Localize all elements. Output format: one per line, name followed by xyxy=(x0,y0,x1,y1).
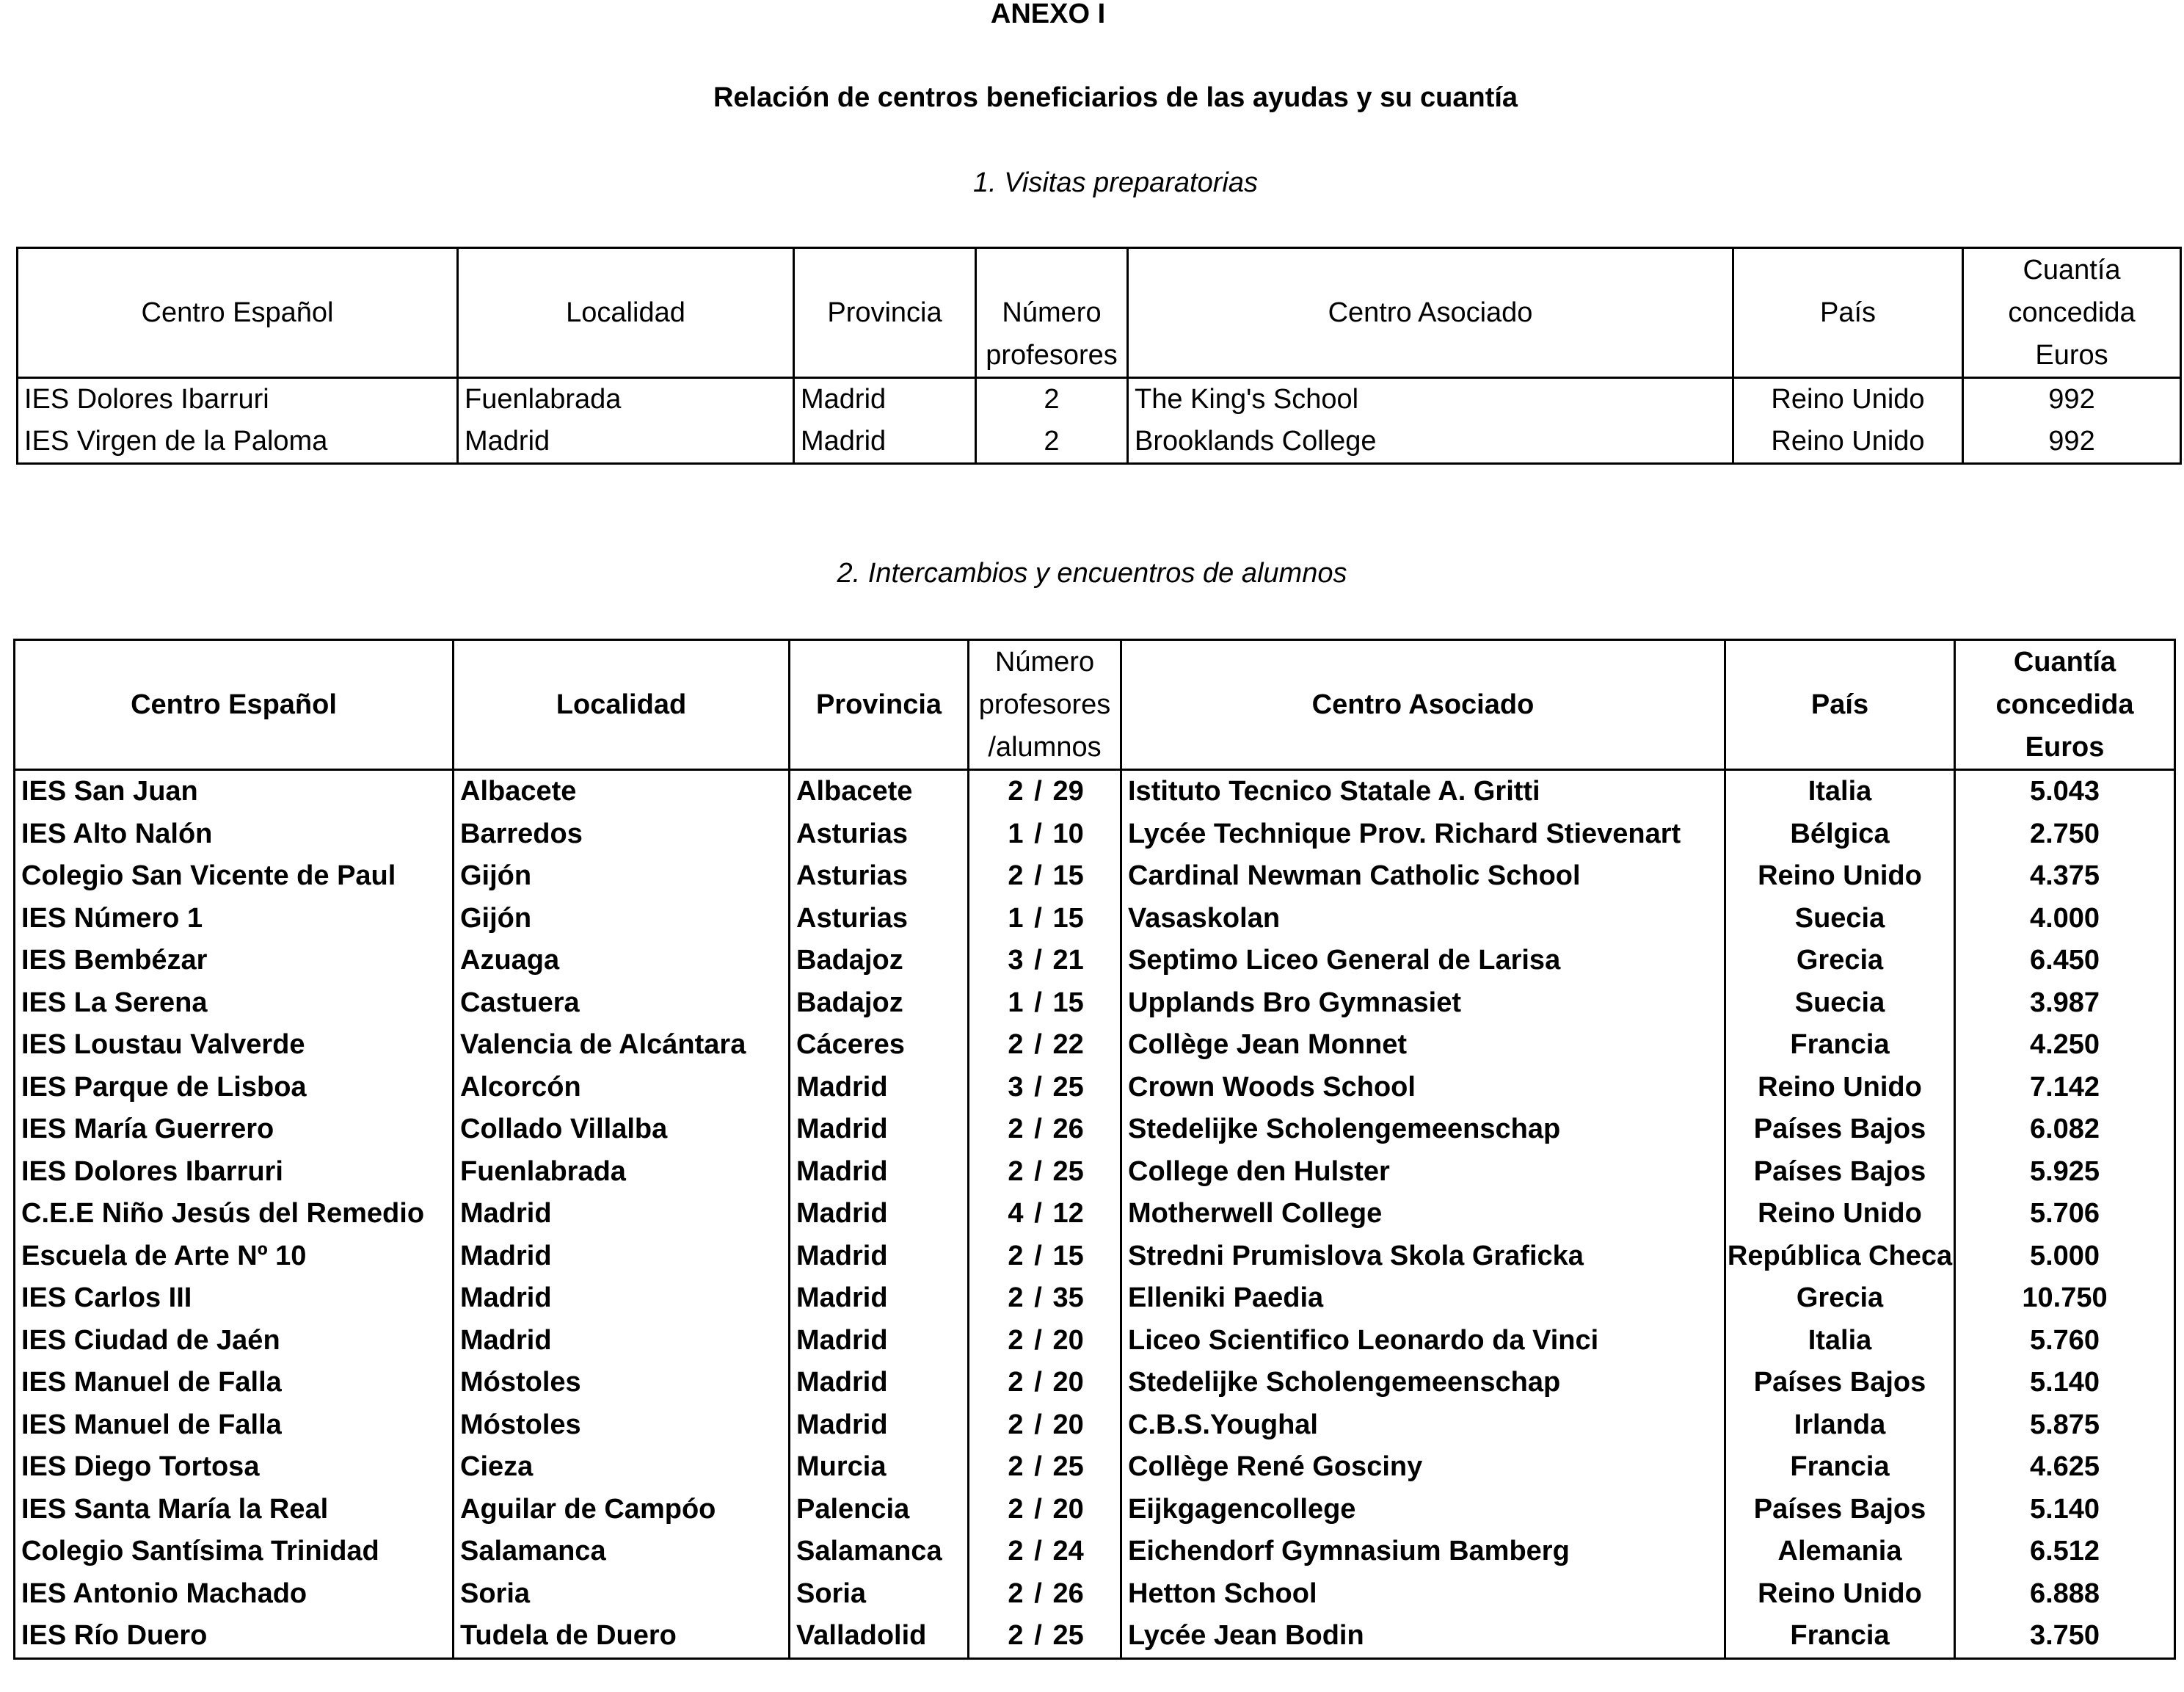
cell-alumnos: 15 xyxy=(1052,860,1084,892)
cell-alumnos: 20 xyxy=(1052,1409,1084,1440)
cell-profesores-alumnos xyxy=(969,982,1121,1025)
cell-asociado: Lycée Jean Bodin xyxy=(1121,1615,1725,1658)
header-asociado: Centro Asociado xyxy=(1121,640,1725,770)
cell-profesores: 3 xyxy=(1008,1071,1024,1103)
cell-provincia: Murcia xyxy=(790,1446,969,1489)
cell-cuantia: 5.140 xyxy=(1955,1489,2175,1531)
cell-pais: Reino Unido xyxy=(1733,378,1963,421)
cell-profesores: 1 xyxy=(1008,818,1024,849)
table-row xyxy=(15,1489,2175,1531)
cell-localidad: Collado Villalba xyxy=(454,1108,790,1151)
cell-provincia: Badajoz xyxy=(790,982,969,1025)
cell-centro: Colegio Santísima Trinidad xyxy=(15,1531,454,1573)
cell-pais: Suecia xyxy=(1725,898,1955,940)
cell-profesores-alumnos xyxy=(969,940,1121,982)
cell-asociado: Stredni Prumislova Skola Graficka xyxy=(1121,1235,1725,1278)
cell-localidad: Fuenlabrada xyxy=(458,378,794,421)
cell-profesores-alumnos xyxy=(969,1573,1121,1616)
cell-cuantia: 6.082 xyxy=(1955,1108,2175,1151)
cell-localidad: Madrid xyxy=(454,1320,790,1362)
cell-profesores: 2 xyxy=(1008,1367,1024,1398)
cell-pais: Países Bajos xyxy=(1725,1151,1955,1194)
cell-asociado: Liceo Scientifico Leonardo da Vinci xyxy=(1121,1320,1725,1362)
cell-localidad: Albacete xyxy=(454,770,790,813)
cell-profesores-alumnos xyxy=(969,1446,1121,1489)
header-numero xyxy=(969,640,1121,770)
cell-alumnos: 12 xyxy=(1052,1198,1084,1230)
cell-profesores: 2 xyxy=(1008,1240,1024,1271)
table-row xyxy=(15,1320,2175,1362)
cell-centro: IES San Juan xyxy=(15,770,454,813)
cell-pais: República Checa xyxy=(1725,1235,1955,1278)
cell-provincia: Asturias xyxy=(790,898,969,940)
cell-slash: / xyxy=(1034,1198,1042,1230)
cell-asociado: Lycée Technique Prov. Richard Stievenart xyxy=(1121,813,1725,856)
cell-profesores: 3 xyxy=(1008,945,1024,976)
cell-profesores-alumnos xyxy=(969,1362,1121,1404)
cell-slash: / xyxy=(1034,902,1042,934)
cell-asociado: Hetton School xyxy=(1121,1573,1725,1616)
cell-cuantia: 5.140 xyxy=(1955,1362,2175,1404)
cell-cuantia: 5.000 xyxy=(1955,1235,2175,1278)
cell-alumnos: 35 xyxy=(1052,1282,1084,1314)
cell-pais: Reino Unido xyxy=(1725,1193,1955,1235)
cell-provincia: Madrid xyxy=(790,1235,969,1278)
table-row xyxy=(18,378,2181,421)
cell-provincia: Madrid xyxy=(794,378,976,421)
cell-provincia: Cáceres xyxy=(790,1024,969,1067)
cell-slash: / xyxy=(1034,1114,1042,1145)
cell-slash: / xyxy=(1034,1493,1042,1525)
cell-localidad: Valencia de Alcántara xyxy=(454,1024,790,1067)
cell-profesores: 1 xyxy=(1008,987,1024,1018)
cell-centro: IES Diego Tortosa xyxy=(15,1446,454,1489)
cell-pais: Francia xyxy=(1725,1615,1955,1658)
cell-localidad: Madrid xyxy=(458,421,794,464)
cell-cuantia: 992 xyxy=(1963,378,2181,421)
table-row xyxy=(15,898,2175,940)
cell-asociado: The King's School xyxy=(1128,378,1733,421)
visitas-table xyxy=(16,247,2182,465)
cell-alumnos: 15 xyxy=(1052,1240,1084,1271)
cell-pais: Países Bajos xyxy=(1725,1362,1955,1404)
cell-centro: IES Dolores Ibarruri xyxy=(18,378,458,421)
table-row xyxy=(15,1277,2175,1320)
cell-provincia: Asturias xyxy=(790,813,969,856)
cell-alumnos: 25 xyxy=(1052,1155,1084,1187)
cell-provincia: Asturias xyxy=(790,855,969,898)
cell-asociado: Motherwell College xyxy=(1121,1193,1725,1235)
header-numero-line1: Número xyxy=(994,647,1095,678)
cell-localidad: Tudela de Duero xyxy=(454,1615,790,1658)
cell-cuantia: 5.760 xyxy=(1955,1320,2175,1362)
cell-profesores-alumnos xyxy=(969,1235,1121,1278)
cell-centro: Escuela de Arte Nº 10 xyxy=(15,1235,454,1278)
cell-asociado: C.B.S.Youghal xyxy=(1121,1404,1725,1447)
cell-profesores: 2 xyxy=(1008,1282,1024,1314)
header-localidad: Localidad xyxy=(454,640,790,770)
cell-provincia: Madrid xyxy=(790,1193,969,1235)
cell-asociado: Septimo Liceo General de Larisa xyxy=(1121,940,1725,982)
header-numero-line2: profesores xyxy=(978,689,1111,720)
cell-centro: IES Carlos III xyxy=(15,1277,454,1320)
cell-cuantia: 5.925 xyxy=(1955,1151,2175,1194)
cell-pais: Italia xyxy=(1725,1320,1955,1362)
cell-cuantia: 992 xyxy=(1963,421,2181,464)
cell-provincia: Madrid xyxy=(790,1277,969,1320)
cell-pais: Grecia xyxy=(1725,940,1955,982)
cell-asociado: Vasaskolan xyxy=(1121,898,1725,940)
cell-centro: IES Número 1 xyxy=(15,898,454,940)
cell-profesores: 2 xyxy=(1008,1409,1024,1440)
header-cuantia xyxy=(1963,248,2181,378)
cell-provincia: Soria xyxy=(790,1573,969,1616)
header-cuantia-line1: Cuantía xyxy=(2013,647,2116,678)
cell-profesores-alumnos xyxy=(969,1404,1121,1447)
table-row xyxy=(15,940,2175,982)
cell-pais: Reino Unido xyxy=(1733,421,1963,464)
cell-profesores-alumnos xyxy=(969,770,1121,813)
cell-provincia: Madrid xyxy=(790,1320,969,1362)
cell-centro: IES Antonio Machado xyxy=(15,1573,454,1616)
header-numero-line2: profesores xyxy=(986,340,1118,371)
cell-pais: Reino Unido xyxy=(1725,1067,1955,1109)
header-asociado: Centro Asociado xyxy=(1128,248,1733,378)
cell-profesores-alumnos xyxy=(969,813,1121,856)
cell-asociado: Stedelijke Scholengemeenschap xyxy=(1121,1108,1725,1151)
table-row xyxy=(15,1067,2175,1109)
cell-profesores: 2 xyxy=(1008,1029,1024,1061)
table-row xyxy=(15,1615,2175,1658)
header-pais: País xyxy=(1733,248,1963,378)
cell-centro: IES Río Duero xyxy=(15,1615,454,1658)
annex-title: ANEXO I xyxy=(990,0,1106,29)
table-row xyxy=(15,770,2175,813)
cell-profesores: 2 xyxy=(1008,776,1024,807)
cell-profesores: 2 xyxy=(1008,1493,1024,1525)
cell-asociado: Brooklands College xyxy=(1128,421,1733,464)
cell-profesores: 2 xyxy=(1008,1324,1024,1356)
cell-asociado: Cardinal Newman Catholic School xyxy=(1121,855,1725,898)
cell-provincia: Albacete xyxy=(790,770,969,813)
cell-asociado: Istituto Tecnico Statale A. Gritti xyxy=(1121,770,1725,813)
cell-pais: Alemania xyxy=(1725,1531,1955,1573)
header-cuantia-line1: Cuantía xyxy=(2023,255,2121,286)
cell-cuantia: 5.875 xyxy=(1955,1404,2175,1447)
cell-localidad: Madrid xyxy=(454,1235,790,1278)
cell-provincia: Madrid xyxy=(790,1151,969,1194)
header-cuantia-line3: Euros xyxy=(2035,340,2108,371)
cell-profesores-alumnos xyxy=(969,898,1121,940)
table-row xyxy=(15,1108,2175,1151)
header-cuantia xyxy=(1955,640,2175,770)
cell-profesores: 1 xyxy=(1008,902,1024,934)
cell-slash: / xyxy=(1034,945,1042,976)
cell-cuantia: 4.000 xyxy=(1955,898,2175,940)
cell-slash: / xyxy=(1034,1451,1042,1483)
cell-asociado: Collège Jean Monnet xyxy=(1121,1024,1725,1067)
cell-profesores-alumnos xyxy=(969,855,1121,898)
cell-alumnos: 26 xyxy=(1052,1577,1084,1609)
cell-centro: IES Manuel de Falla xyxy=(15,1404,454,1447)
cell-localidad: Azuaga xyxy=(454,940,790,982)
table-header-row xyxy=(15,640,2175,770)
cell-localidad: Fuenlabrada xyxy=(454,1151,790,1194)
cell-alumnos: 20 xyxy=(1052,1324,1084,1356)
cell-alumnos: 15 xyxy=(1052,987,1084,1018)
table-row xyxy=(15,1193,2175,1235)
cell-slash: / xyxy=(1034,1620,1042,1652)
cell-centro: Colegio San Vicente de Paul xyxy=(15,855,454,898)
cell-slash: / xyxy=(1034,1409,1042,1440)
cell-profesores-alumnos xyxy=(969,1320,1121,1362)
cell-alumnos: 25 xyxy=(1052,1451,1084,1483)
cell-profesores-alumnos xyxy=(969,1193,1121,1235)
section1-title: 1. Visitas preparatorias xyxy=(973,167,1258,198)
cell-provincia: Madrid xyxy=(790,1067,969,1109)
cell-localidad: Madrid xyxy=(454,1193,790,1235)
cell-cuantia: 5.706 xyxy=(1955,1193,2175,1235)
cell-profesores-alumnos xyxy=(969,1277,1121,1320)
cell-alumnos: 22 xyxy=(1052,1029,1084,1061)
cell-localidad: Móstoles xyxy=(454,1362,790,1404)
cell-profesores: 2 xyxy=(1008,1155,1024,1187)
cell-cuantia: 3.987 xyxy=(1955,982,2175,1025)
cell-asociado: Eichendorf Gymnasium Bamberg xyxy=(1121,1531,1725,1573)
cell-profesores-alumnos xyxy=(969,1108,1121,1151)
cell-localidad: Móstoles xyxy=(454,1404,790,1447)
cell-asociado: College den Hulster xyxy=(1121,1151,1725,1194)
cell-pais: Grecia xyxy=(1725,1277,1955,1320)
cell-cuantia: 4.375 xyxy=(1955,855,2175,898)
cell-asociado: Upplands Bro Gymnasiet xyxy=(1121,982,1725,1025)
cell-slash: / xyxy=(1034,1324,1042,1356)
cell-centro: IES Ciudad de Jaén xyxy=(15,1320,454,1362)
header-numero-line3: /alumnos xyxy=(988,732,1102,763)
cell-centro: IES María Guerrero xyxy=(15,1108,454,1151)
cell-alumnos: 15 xyxy=(1052,902,1084,934)
cell-alumnos: 20 xyxy=(1052,1493,1084,1525)
table-row xyxy=(15,982,2175,1025)
cell-slash: / xyxy=(1034,1282,1042,1314)
cell-profesores: 2 xyxy=(1008,860,1024,892)
cell-localidad: Soria xyxy=(454,1573,790,1616)
cell-cuantia: 6.512 xyxy=(1955,1531,2175,1573)
cell-cuantia: 5.043 xyxy=(1955,770,2175,813)
cell-centro: IES Virgen de la Paloma xyxy=(18,421,458,464)
cell-asociado: Stedelijke Scholengemeenschap xyxy=(1121,1362,1725,1404)
document-title: Relación de centros beneficiarios de las ayudas y su cuantía xyxy=(713,82,1518,113)
cell-centro: IES Manuel de Falla xyxy=(15,1362,454,1404)
cell-provincia: Salamanca xyxy=(790,1531,969,1573)
cell-cuantia: 3.750 xyxy=(1955,1615,2175,1658)
cell-centro: IES Parque de Lisboa xyxy=(15,1067,454,1109)
cell-slash: / xyxy=(1034,1029,1042,1061)
cell-slash: / xyxy=(1034,818,1042,849)
cell-pais: Países Bajos xyxy=(1725,1489,1955,1531)
table-row xyxy=(15,1024,2175,1067)
cell-profesores: 4 xyxy=(1008,1198,1024,1230)
cell-slash: / xyxy=(1034,1071,1042,1103)
cell-cuantia: 4.625 xyxy=(1955,1446,2175,1489)
header-centro: Centro Español xyxy=(15,640,454,770)
cell-cuantia: 10.750 xyxy=(1955,1277,2175,1320)
cell-pais: Italia xyxy=(1725,770,1955,813)
cell-slash: / xyxy=(1034,776,1042,807)
cell-slash: / xyxy=(1034,987,1042,1018)
cell-alumnos: 20 xyxy=(1052,1367,1084,1398)
cell-cuantia: 7.142 xyxy=(1955,1067,2175,1109)
cell-cuantia: 6.450 xyxy=(1955,940,2175,982)
cell-provincia: Madrid xyxy=(790,1362,969,1404)
header-numero-line1: Número xyxy=(1002,297,1102,328)
cell-profesores: 2 xyxy=(1008,1620,1024,1652)
cell-asociado: Collège René Gosciny xyxy=(1121,1446,1725,1489)
table-row xyxy=(15,855,2175,898)
section2-title: 2. Intercambios y encuentros de alumnos xyxy=(837,558,1347,589)
header-provincia: Provincia xyxy=(790,640,969,770)
cell-profesores-alumnos xyxy=(969,1615,1121,1658)
cell-centro: IES Loustau Valverde xyxy=(15,1024,454,1067)
cell-alumnos: 25 xyxy=(1052,1071,1084,1103)
cell-profesores-alumnos xyxy=(969,1151,1121,1194)
cell-pais: Francia xyxy=(1725,1446,1955,1489)
cell-pais: Reino Unido xyxy=(1725,1573,1955,1616)
cell-slash: / xyxy=(1034,1367,1042,1398)
cell-centro: IES Dolores Ibarruri xyxy=(15,1151,454,1194)
cell-provincia: Madrid xyxy=(794,421,976,464)
cell-localidad: Alcorcón xyxy=(454,1067,790,1109)
header-cuantia-line2: concedida xyxy=(2008,297,2136,328)
cell-centro: C.E.E Niño Jesús del Remedio xyxy=(15,1193,454,1235)
cell-provincia: Madrid xyxy=(790,1108,969,1151)
cell-slash: / xyxy=(1034,860,1042,892)
cell-centro: IES Santa María la Real xyxy=(15,1489,454,1531)
table-row xyxy=(15,1362,2175,1404)
header-provincia: Provincia xyxy=(794,248,976,378)
cell-provincia: Valladolid xyxy=(790,1615,969,1658)
table-row xyxy=(15,813,2175,856)
cell-localidad: Cieza xyxy=(454,1446,790,1489)
table-row xyxy=(15,1573,2175,1616)
header-localidad: Localidad xyxy=(458,248,794,378)
header-centro: Centro Español xyxy=(18,248,458,378)
cell-pais: Países Bajos xyxy=(1725,1108,1955,1151)
cell-provincia: Badajoz xyxy=(790,940,969,982)
cell-localidad: Barredos xyxy=(454,813,790,856)
cell-pais: Francia xyxy=(1725,1024,1955,1067)
cell-alumnos: 21 xyxy=(1052,945,1084,976)
cell-localidad: Madrid xyxy=(454,1277,790,1320)
cell-centro: IES Alto Nalón xyxy=(15,813,454,856)
table-row xyxy=(15,1446,2175,1489)
cell-profesores-alumnos xyxy=(969,1531,1121,1573)
cell-cuantia: 6.888 xyxy=(1955,1573,2175,1616)
cell-slash: / xyxy=(1034,1577,1042,1609)
cell-slash: / xyxy=(1034,1240,1042,1271)
cell-cuantia: 4.250 xyxy=(1955,1024,2175,1067)
cell-localidad: Aguilar de Campóo xyxy=(454,1489,790,1531)
cell-centro: IES La Serena xyxy=(15,982,454,1025)
cell-pais: Suecia xyxy=(1725,982,1955,1025)
cell-alumnos: 25 xyxy=(1052,1620,1084,1652)
cell-profesores: 2 xyxy=(976,421,1128,464)
cell-profesores: 2 xyxy=(1008,1536,1024,1567)
table-row xyxy=(15,1151,2175,1194)
cell-asociado: Crown Woods School xyxy=(1121,1067,1725,1109)
cell-profesores-alumnos xyxy=(969,1024,1121,1067)
cell-pais: Reino Unido xyxy=(1725,855,1955,898)
cell-localidad: Castuera xyxy=(454,982,790,1025)
cell-localidad: Gijón xyxy=(454,855,790,898)
intercambios-table xyxy=(13,639,2176,1660)
cell-pais: Bélgica xyxy=(1725,813,1955,856)
cell-profesores: 2 xyxy=(1008,1577,1024,1609)
cell-profesores: 2 xyxy=(1008,1451,1024,1483)
header-numero xyxy=(976,248,1128,378)
cell-alumnos: 26 xyxy=(1052,1114,1084,1145)
cell-profesores-alumnos xyxy=(969,1489,1121,1531)
cell-slash: / xyxy=(1034,1536,1042,1567)
cell-cuantia: 2.750 xyxy=(1955,813,2175,856)
cell-alumnos: 29 xyxy=(1052,776,1084,807)
table-row xyxy=(15,1404,2175,1447)
cell-provincia: Madrid xyxy=(790,1404,969,1447)
cell-alumnos: 24 xyxy=(1052,1536,1084,1567)
header-cuantia-line3: Euros xyxy=(2025,732,2105,763)
table-header-row xyxy=(18,248,2181,378)
cell-localidad: Salamanca xyxy=(454,1531,790,1573)
header-cuantia-line2: concedida xyxy=(1995,689,2134,720)
cell-slash: / xyxy=(1034,1155,1042,1187)
table-row xyxy=(15,1235,2175,1278)
table-row xyxy=(18,421,2181,464)
cell-alumnos: 10 xyxy=(1052,818,1084,849)
cell-profesores: 2 xyxy=(1008,1114,1024,1145)
cell-asociado: Eijkgagencollege xyxy=(1121,1489,1725,1531)
table-row xyxy=(15,1531,2175,1573)
cell-profesores: 2 xyxy=(976,378,1128,421)
cell-localidad: Gijón xyxy=(454,898,790,940)
cell-provincia: Palencia xyxy=(790,1489,969,1531)
cell-profesores-alumnos xyxy=(969,1067,1121,1109)
header-pais: País xyxy=(1725,640,1955,770)
cell-asociado: Elleniki Paedia xyxy=(1121,1277,1725,1320)
cell-pais: Irlanda xyxy=(1725,1404,1955,1447)
cell-centro: IES Bembézar xyxy=(15,940,454,982)
